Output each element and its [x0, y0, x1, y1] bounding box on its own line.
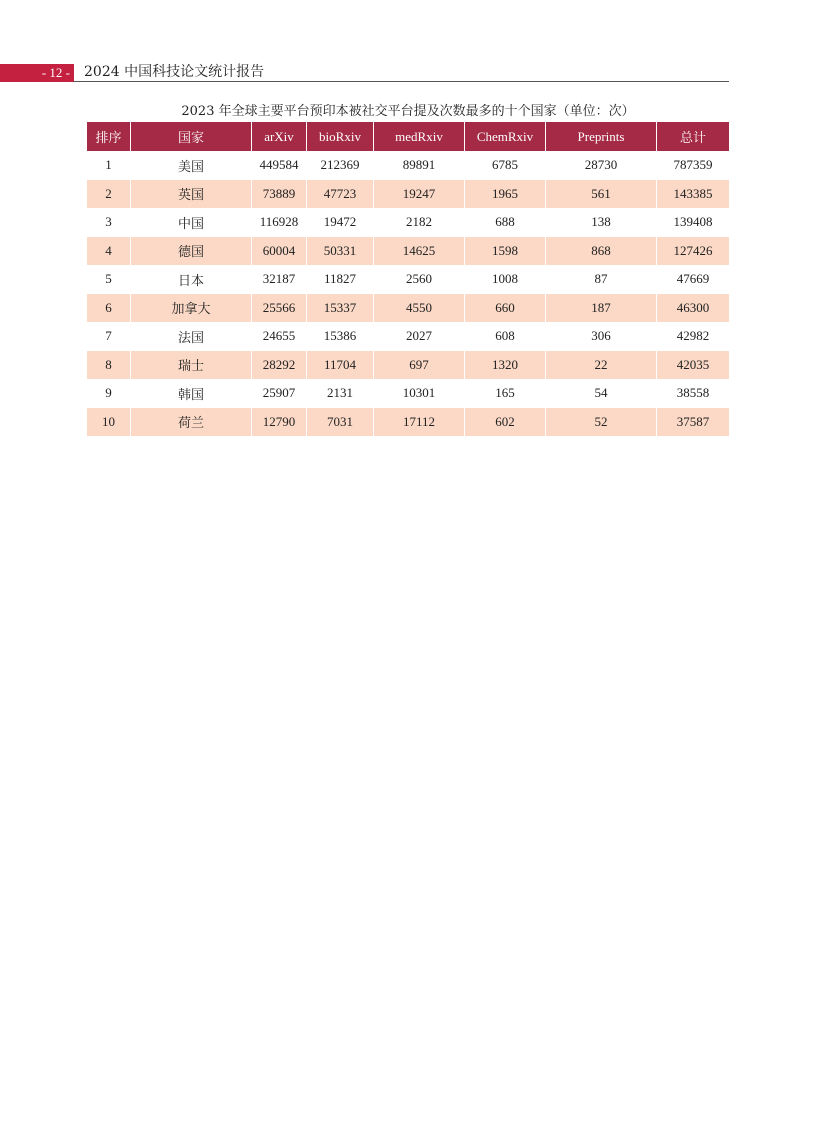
table-row [87, 379, 729, 408]
cell-country: 中国 [131, 208, 252, 237]
cell-arxiv: 116928 [252, 208, 307, 237]
table-row [87, 265, 729, 294]
cell-total: 46300 [657, 294, 729, 323]
cell-preprints: 54 [546, 379, 657, 408]
column-header-biorxiv: bioRxiv [307, 122, 374, 151]
cell-chemrxiv: 608 [465, 322, 546, 351]
column-header-rank: 排序 [87, 122, 131, 151]
cell-medrxiv: 19247 [374, 180, 465, 209]
cell-medrxiv: 2560 [374, 265, 465, 294]
cell-chemrxiv: 1598 [465, 237, 546, 266]
column-header-total: 总计 [657, 122, 729, 151]
cell-medrxiv: 2027 [374, 322, 465, 351]
cell-biorxiv: 50331 [307, 237, 374, 266]
column-header-medrxiv: medRxiv [374, 122, 465, 151]
cell-arxiv: 32187 [252, 265, 307, 294]
cell-total: 47669 [657, 265, 729, 294]
table-row [87, 322, 729, 351]
cell-preprints: 868 [546, 237, 657, 266]
table-row [87, 180, 729, 209]
column-header-preprints: Preprints [546, 122, 657, 151]
cell-chemrxiv: 1320 [465, 351, 546, 380]
cell-medrxiv: 2182 [374, 208, 465, 237]
cell-arxiv: 449584 [252, 151, 307, 180]
cell-biorxiv: 15386 [307, 322, 374, 351]
table-body [87, 151, 729, 436]
preprint-mentions-table [87, 122, 729, 436]
cell-preprints: 561 [546, 180, 657, 209]
table-row [87, 351, 729, 380]
cell-chemrxiv: 6785 [465, 151, 546, 180]
cell-total: 38558 [657, 379, 729, 408]
cell-rank: 6 [87, 294, 131, 323]
cell-rank: 9 [87, 379, 131, 408]
cell-country: 日本 [131, 265, 252, 294]
cell-arxiv: 25566 [252, 294, 307, 323]
cell-medrxiv: 10301 [374, 379, 465, 408]
cell-chemrxiv: 165 [465, 379, 546, 408]
cell-country: 韩国 [131, 379, 252, 408]
cell-medrxiv: 4550 [374, 294, 465, 323]
cell-total: 42982 [657, 322, 729, 351]
cell-country: 荷兰 [131, 408, 252, 437]
cell-medrxiv: 89891 [374, 151, 465, 180]
cell-arxiv: 73889 [252, 180, 307, 209]
cell-biorxiv: 2131 [307, 379, 374, 408]
cell-total: 127426 [657, 237, 729, 266]
cell-medrxiv: 697 [374, 351, 465, 380]
cell-arxiv: 28292 [252, 351, 307, 380]
cell-arxiv: 25907 [252, 379, 307, 408]
cell-biorxiv: 19472 [307, 208, 374, 237]
cell-total: 787359 [657, 151, 729, 180]
cell-biorxiv: 11827 [307, 265, 374, 294]
cell-country: 法国 [131, 322, 252, 351]
cell-rank: 2 [87, 180, 131, 209]
cell-total: 42035 [657, 351, 729, 380]
cell-total: 37587 [657, 408, 729, 437]
cell-preprints: 187 [546, 294, 657, 323]
table-header-row [87, 122, 729, 151]
header-divider [74, 81, 729, 82]
cell-chemrxiv: 1008 [465, 265, 546, 294]
cell-country: 瑞士 [131, 351, 252, 380]
page-number-tab: - 12 - [0, 64, 74, 82]
cell-biorxiv: 47723 [307, 180, 374, 209]
cell-rank: 1 [87, 151, 131, 180]
table-row [87, 237, 729, 266]
cell-chemrxiv: 660 [465, 294, 546, 323]
column-header-arxiv: arXiv [252, 122, 307, 151]
cell-rank: 7 [87, 322, 131, 351]
cell-country: 美国 [131, 151, 252, 180]
cell-chemrxiv: 602 [465, 408, 546, 437]
cell-preprints: 28730 [546, 151, 657, 180]
cell-rank: 10 [87, 408, 131, 437]
cell-preprints: 22 [546, 351, 657, 380]
column-header-chemrxiv: ChemRxiv [465, 122, 546, 151]
cell-medrxiv: 14625 [374, 237, 465, 266]
column-header-country: 国家 [131, 122, 252, 151]
cell-medrxiv: 17112 [374, 408, 465, 437]
cell-rank: 4 [87, 237, 131, 266]
table-caption: 2023 年全球主要平台预印本被社交平台提及次数最多的十个国家（单位：次） [181, 104, 635, 119]
cell-arxiv: 60004 [252, 237, 307, 266]
cell-chemrxiv: 688 [465, 208, 546, 237]
cell-biorxiv: 7031 [307, 408, 374, 437]
cell-preprints: 306 [546, 322, 657, 351]
cell-biorxiv: 15337 [307, 294, 374, 323]
cell-biorxiv: 11704 [307, 351, 374, 380]
table-row [87, 208, 729, 237]
cell-chemrxiv: 1965 [465, 180, 546, 209]
cell-country: 德国 [131, 237, 252, 266]
table-row [87, 408, 729, 437]
cell-total: 139408 [657, 208, 729, 237]
running-header-title: 2024 中国科技论文统计报告 [84, 64, 265, 80]
cell-rank: 8 [87, 351, 131, 380]
table-row [87, 294, 729, 323]
cell-preprints: 138 [546, 208, 657, 237]
cell-arxiv: 12790 [252, 408, 307, 437]
cell-biorxiv: 212369 [307, 151, 374, 180]
cell-total: 143385 [657, 180, 729, 209]
cell-rank: 3 [87, 208, 131, 237]
cell-preprints: 52 [546, 408, 657, 437]
table-row [87, 151, 729, 180]
cell-preprints: 87 [546, 265, 657, 294]
cell-country: 加拿大 [131, 294, 252, 323]
cell-rank: 5 [87, 265, 131, 294]
cell-country: 英国 [131, 180, 252, 209]
cell-arxiv: 24655 [252, 322, 307, 351]
